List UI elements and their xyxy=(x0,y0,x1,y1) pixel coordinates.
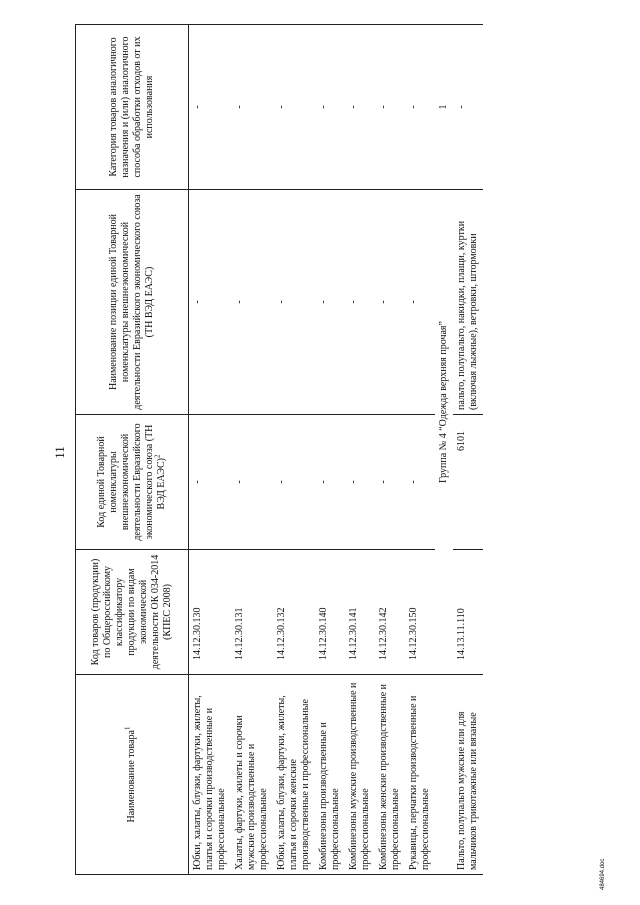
header-tnved-name: Наименование позиции единой Товарной номенклатуры внешнеэкономической деятельности Евразийского экономического союза (ТН ВЭД ЕАЭС) xyxy=(76,190,189,415)
table-row xyxy=(273,25,315,875)
cell-tnved-code: - xyxy=(231,415,273,550)
group-label-cell xyxy=(435,190,453,675)
cell-okpd: 14.12.30.140 xyxy=(315,550,345,675)
table-header-row xyxy=(76,25,189,875)
cell-tnved-name: - xyxy=(273,190,315,415)
group-row xyxy=(435,25,453,875)
group-category: 1 xyxy=(435,25,453,190)
table-row xyxy=(375,25,405,875)
cell-name: Комбинезоны женские производственные и профессиональные xyxy=(375,675,405,875)
cell-okpd: 14.12.30.142 xyxy=(375,550,405,675)
cell-okpd: 14.12.30.130 xyxy=(189,550,232,675)
document-id: 484694.doc xyxy=(600,858,606,890)
cell-tnved-code: - xyxy=(405,415,435,550)
cell-name: Комбинезоны мужские производственные и профессиональные xyxy=(345,675,375,875)
cell-name: Пальто, полупальто мужские или для мальчиков трикотажные или вязаные xyxy=(453,675,483,875)
page-number: 11 xyxy=(52,446,67,459)
cell-tnved-name: - xyxy=(315,190,345,415)
cell-okpd: 14.12.30.141 xyxy=(345,550,375,675)
cell-name: Рукавицы, перчатки производственные и профессиональные xyxy=(405,675,435,875)
table-row xyxy=(189,25,232,875)
table-row xyxy=(345,25,375,875)
cell-category: - xyxy=(405,25,435,190)
cell-tnved-code: - xyxy=(375,415,405,550)
header-tnved-code: Код единой Товарной номенклатуры внешнеэкономической деятельности Евразийского экономического союза (ТН ВЭД ЕАЭС)$^2$ xyxy=(76,415,189,550)
cell-category: - xyxy=(273,25,315,190)
header-okpd: Код товаров (продукции) по Общероссийскому классификатору продукции по видам экономической деятельности ОК 034-2014 (КПЕС 2008) xyxy=(76,550,189,675)
cell-category: - xyxy=(375,25,405,190)
cell-category: - xyxy=(453,25,483,190)
group-empty-cell xyxy=(435,675,453,875)
cell-tnved-code: - xyxy=(345,415,375,550)
cell-name: Юбки, халаты, блузки, фартуки, жилеты, платья и сорочки женские производственные и профессиональные xyxy=(273,675,315,875)
header-name: Наименование товара$^1$ xyxy=(76,675,189,875)
cell-tnved-name: - xyxy=(345,190,375,415)
cell-okpd: 14.12.30.150 xyxy=(405,550,435,675)
cell-name: Комбинезоны производственные и профессиональные xyxy=(315,675,345,875)
table-row xyxy=(405,25,435,875)
cell-category: - xyxy=(189,25,232,190)
header-category: Категория товаров аналогичного назначения и (или) аналогичного способа обработки отходов от их использования xyxy=(76,25,189,190)
cell-okpd: 14.12.30.131 xyxy=(231,550,273,675)
cell-tnved-code: - xyxy=(189,415,232,550)
cell-tnved-name: - xyxy=(375,190,405,415)
group-label: Группа № 4 “Одежда верхняя прочая” xyxy=(438,321,449,483)
cell-tnved-code: - xyxy=(273,415,315,550)
cell-category: - xyxy=(345,25,375,190)
cell-okpd: 14.12.30.132 xyxy=(273,550,315,675)
goods-table xyxy=(75,24,483,875)
table-row xyxy=(231,25,273,875)
cell-tnved-code: 6101 xyxy=(453,415,483,550)
cell-category: - xyxy=(315,25,345,190)
cell-tnved-name: - xyxy=(405,190,435,415)
cell-category: - xyxy=(231,25,273,190)
table-row xyxy=(453,25,483,875)
table-row xyxy=(315,25,345,875)
cell-tnved-name: - xyxy=(231,190,273,415)
cell-tnved-name: - xyxy=(189,190,232,415)
cell-name: Халаты, фартуки, жилеты и сорочки мужские производственные и профессиональные xyxy=(231,675,273,875)
cell-okpd: 14.13.11.110 xyxy=(453,550,483,675)
cell-tnved-name: пальто, полупальто, накидки, плащи, куртки (включая лыжные), ветровки, штормовки xyxy=(453,190,483,415)
cell-tnved-code: - xyxy=(315,415,345,550)
cell-name: Юбки, халаты, блузки, фартуки, жилеты, платья и сорочки производственные и профессиональные xyxy=(189,675,232,875)
